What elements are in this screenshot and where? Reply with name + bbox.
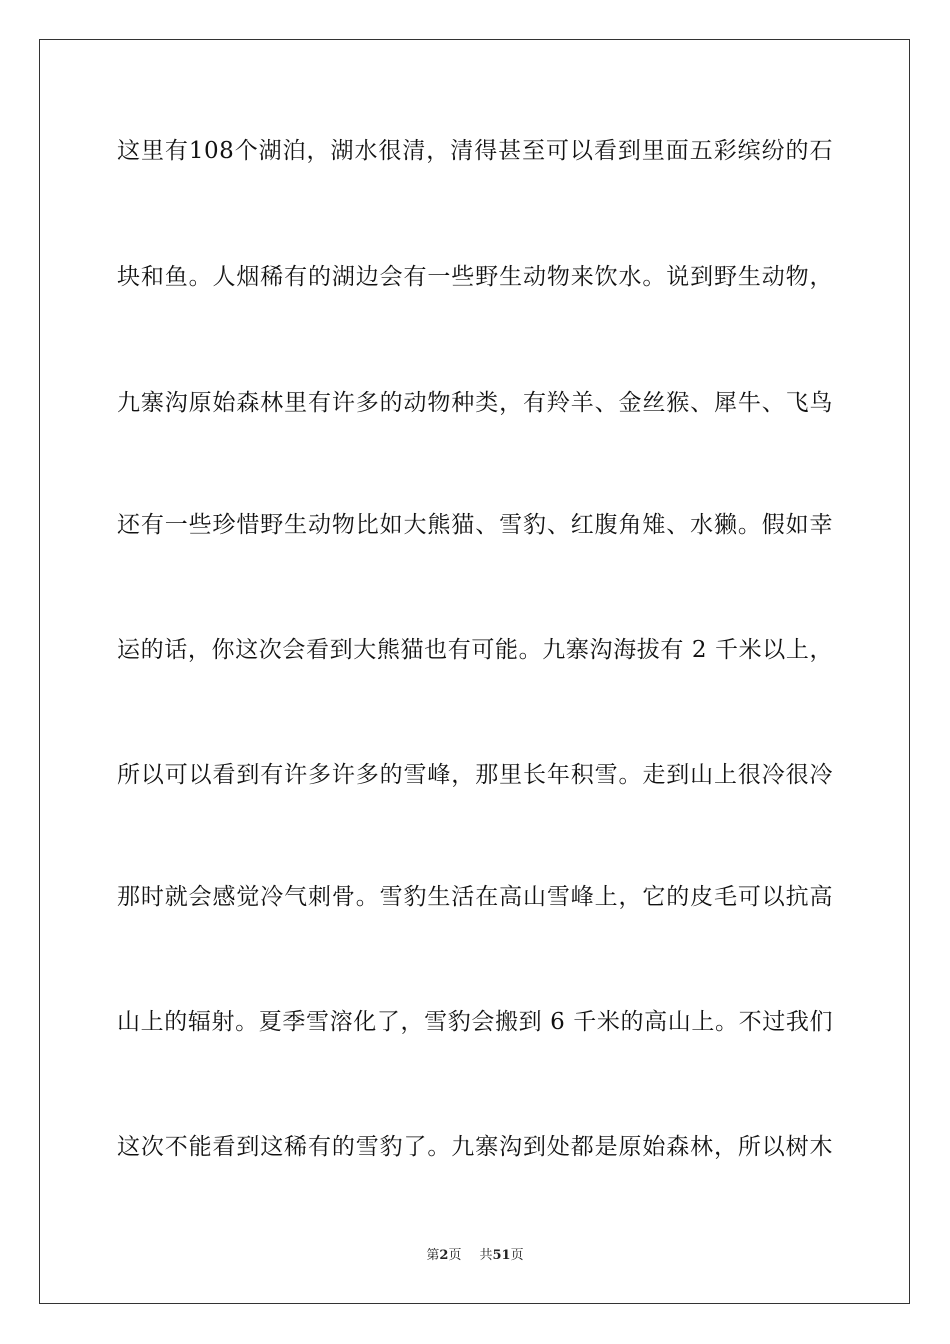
text-line: 山上的辐射。夏季雪溶化了，雪豹会搬到 6 千米的高山上。不过我们: [117, 1009, 833, 1035]
total-pages: 共51页: [479, 1248, 524, 1263]
page-border: [39, 39, 910, 1304]
text-line: 这里有108个湖泊，湖水很清，清得甚至可以看到里面五彩缤纷的石: [117, 138, 833, 164]
page-number: 第2页: [426, 1248, 462, 1263]
text-line: 九寨沟原始森林里有许多的动物种类，有羚羊、金丝猴、犀牛、飞鸟: [117, 390, 833, 416]
text-line: 还有一些珍惜野生动物比如大熊猫、雪豹、红腹角雉、水獭。假如幸: [117, 512, 833, 538]
text-line: 那时就会感觉冷气刺骨。雪豹生活在高山雪峰上，它的皮毛可以抗高: [117, 884, 833, 910]
page-footer: [0, 1247, 950, 1265]
text-line: 块和鱼。人烟稀有的湖边会有一些野生动物来饮水。说到野生动物，: [117, 264, 833, 290]
text-line: 运的话，你这次会看到大熊猫也有可能。九寨沟海拔有 2 千米以上，: [117, 637, 833, 663]
text-line: 所以可以看到有许多许多的雪峰，那里长年积雪。走到山上很冷很冷: [117, 762, 833, 788]
text-line: 这次不能看到这稀有的雪豹了。九寨沟到处都是原始森林，所以树木: [117, 1134, 833, 1160]
